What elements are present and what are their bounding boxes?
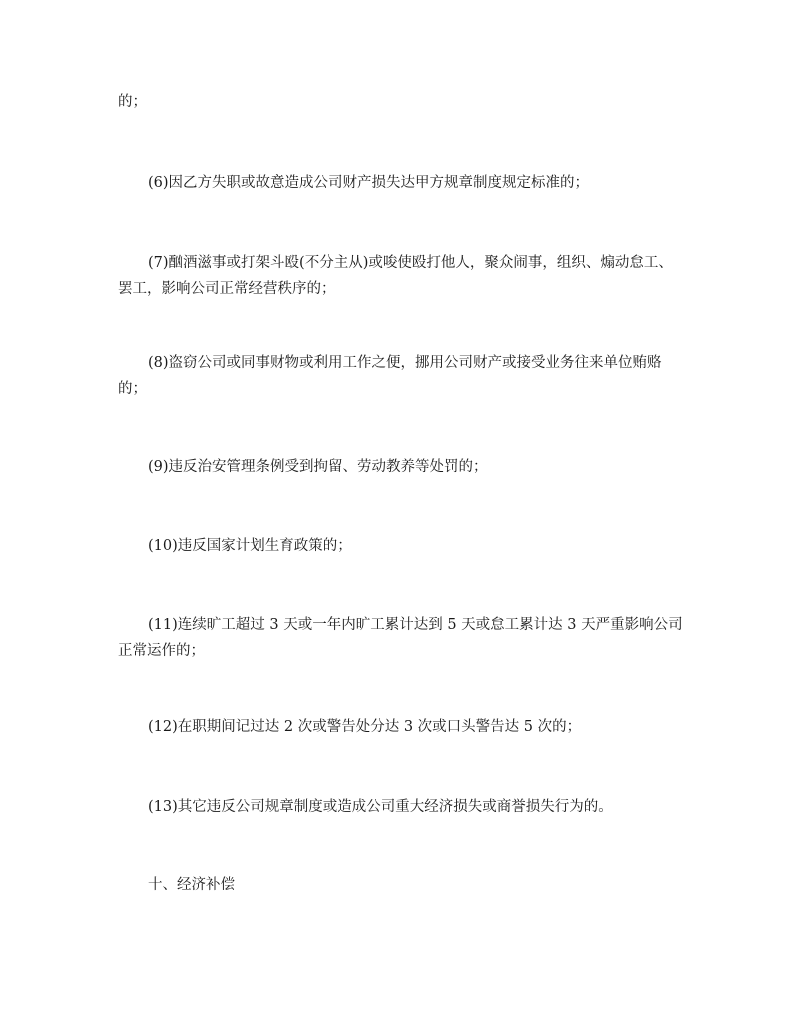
section-heading-economic-compensation: 十、经济补偿 <box>148 877 235 893</box>
paragraph-item-11: (11)连续旷工超过 3 天或一年内旷工累计达到 5 天或怠工累计达 3 天严重影响公司正常运作的； <box>118 617 683 659</box>
paragraph-item-7: (7)酗酒滋事或打架斗殴(不分主从)或唆使殴打他人，聚众闹事，组织、煽动怠工、罢工，影响公司正常经营秩序的； <box>118 255 673 297</box>
paragraph-item-10: (10)违反国家计划生育政策的； <box>148 538 352 554</box>
paragraph-item-6: (6)因乙方失职或故意造成公司财产损失达甲方规章制度规定标准的； <box>148 175 590 191</box>
paragraph-item-13: (13)其它违反公司规章制度或造成公司重大经济损失或商誉损失行为的。 <box>148 799 613 815</box>
paragraph-item-8: (8)盗窃公司或同事财物或利用工作之便，挪用公司财产或接受业务往来单位贿赂的； <box>118 355 662 397</box>
paragraph-item-9: (9)违反治安管理条例受到拘留、劳动教养等处罚的； <box>148 459 488 475</box>
paragraph-continuation: 的； <box>118 94 147 110</box>
paragraph-item-12: (12)在职期间记过达 2 次或警告处分达 3 次或口头警告达 5 次的； <box>148 719 582 735</box>
